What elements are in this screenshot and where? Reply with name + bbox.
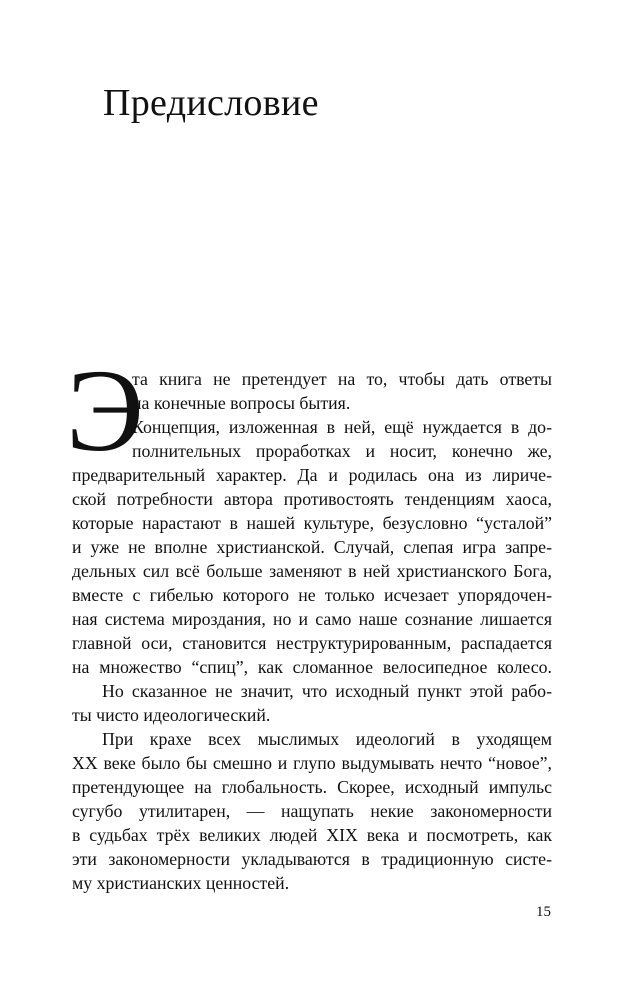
text-line: в судьбах трёх великих людей XIX века и посмотреть, как <box>72 825 552 845</box>
text-line: та книга не претендует на то, чтобы дать ответы <box>132 369 552 389</box>
text-line: и уже не вполне христианской. Случай, слепая игра запре- <box>72 537 552 557</box>
text-line: му христианских ценностей. <box>72 873 290 893</box>
text-line: При крахе всех мыслимых идеологий в уходящем <box>102 729 552 749</box>
text-line: на множество “спиц”, как сломанное велосипедное колесо. <box>72 657 552 677</box>
text-line: на конечные вопросы бытия. <box>132 393 351 413</box>
text-line: дельных сил всё больше заменяют в ней христианского Бога, <box>72 561 552 581</box>
text-line: которые нарастают в нашей культуре, безусловно “усталой” <box>72 513 552 533</box>
page-title: Предисловие <box>103 82 319 124</box>
text-line: претендующее на глобальность. Скорее, исходный импульс <box>72 777 552 797</box>
text-line: предварительный характер. Да и родилась она из лириче- <box>72 465 552 485</box>
text-line: Концепция, изложенная в ней, ещё нуждается в до- <box>132 417 552 437</box>
text-line: эти закономерности укладываются в традиционную систе- <box>72 849 552 869</box>
text-line: ты чисто идеологический. <box>72 705 271 725</box>
text-line: вместе с гибелью которого не только исчезает упорядочен- <box>72 585 552 605</box>
text-line: XX веке было бы смешно и глупо выдумывать нечто “новое”, <box>72 753 552 773</box>
text-line: полнительных проработках и носит, конечно же, <box>132 441 552 461</box>
drop-cap: Э <box>66 345 144 476</box>
page-number: 15 <box>536 904 551 920</box>
text-line: сугубо утилитарен, — нащупать некие закономерности <box>72 801 552 821</box>
text-line: ской потребности автора противостоять тенденциям хаоса, <box>72 489 552 509</box>
text-line: Но сказанное не значит, что исходный пункт этой рабо- <box>102 681 552 701</box>
text-line: главной оси, становится неструктурированным, распадается <box>72 633 552 653</box>
text-line: ная система мироздания, но и само наше сознание лишается <box>72 609 552 629</box>
